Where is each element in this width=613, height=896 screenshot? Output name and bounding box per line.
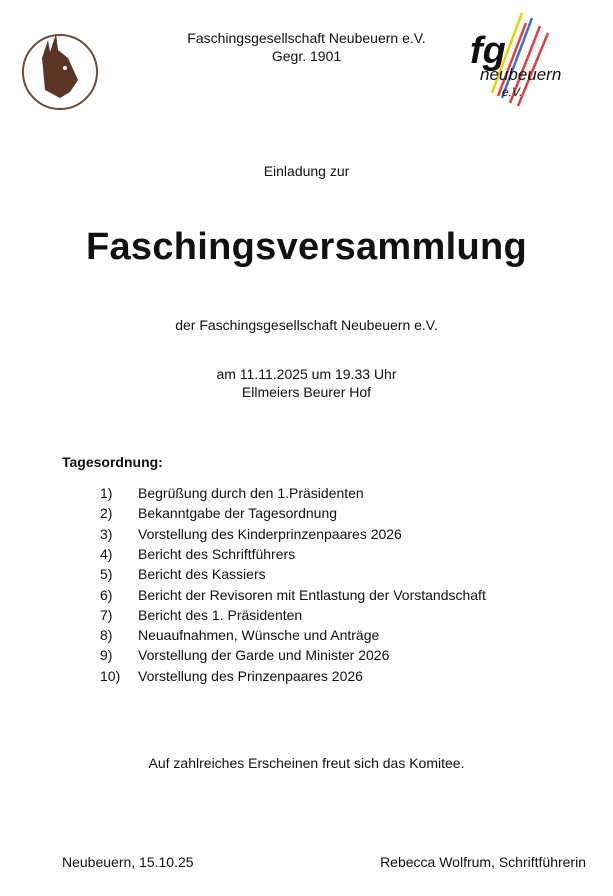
page-title: Faschingsversammlung <box>85 226 528 268</box>
svg-text:e.V.: e.V. <box>502 85 523 99</box>
agenda-item-text: Vorstellung des Kinderprinzenpaares 2026 <box>138 525 402 542</box>
agenda-item-number: 5) <box>100 566 113 583</box>
agenda-item <box>100 627 379 643</box>
agenda-item-text: Bekanntgabe der Tagesordnung <box>138 505 338 522</box>
agenda-item <box>100 505 337 521</box>
agenda-item <box>100 647 389 663</box>
agenda-item <box>100 668 363 684</box>
agenda-item-text: Bericht des Schriftführers <box>138 545 296 562</box>
agenda-item-text: Begrüßung durch den 1.Präsidenten <box>138 485 364 501</box>
agenda-heading: Tagesordnung: <box>62 454 163 470</box>
date-time: am 11.11.2025 um 19.33 Uhr <box>216 366 397 382</box>
agenda-item-text: Bericht des 1. Präsidenten <box>138 606 303 623</box>
host-text: der Faschingsgesellschaft Neubeuern e.V. <box>175 317 438 333</box>
agenda-item-number: 4) <box>100 545 113 562</box>
agenda-item <box>100 485 364 501</box>
invitation-text: Einladung zur <box>263 163 350 179</box>
agenda-item-number: 2) <box>100 505 113 522</box>
org-name: Faschingsgesellschaft Neubeuern e.V. <box>187 30 426 46</box>
agenda-item-number: 10) <box>100 667 121 684</box>
agenda-item-text: Bericht der Revisoren mit Entlastung der Vorstandschaft <box>138 586 486 603</box>
signature: Rebecca Wolfrum, Schriftführerin <box>380 854 586 870</box>
agenda-item <box>100 526 402 542</box>
svg-text:neubeuern: neubeuern <box>480 65 562 84</box>
agenda-item-text: Vorstellung des Prinzenpaares 2026 <box>138 667 363 684</box>
agenda-item-text: Neuaufnahmen, Wünsche und Anträge <box>138 627 380 644</box>
agenda-item-number: 8) <box>100 627 113 644</box>
agenda-item <box>100 607 302 623</box>
agenda-item-text: Vorstellung der Garde und Minister 2026 <box>138 647 390 664</box>
agenda-item <box>100 566 266 582</box>
agenda-item-number: 7) <box>100 606 113 623</box>
founded: Gegr. 1901 <box>271 48 342 64</box>
agenda-item-text: Bericht des Kassiers <box>138 566 266 583</box>
place-date: Neubeuern, 15.10.25 <box>62 854 194 870</box>
svg-text:fg: fg <box>470 30 506 72</box>
agenda-item <box>100 546 295 562</box>
closing-text: Auf zahlreiches Erscheinen freut sich das Komitee. <box>148 755 465 771</box>
agenda-item-number: 9) <box>100 647 113 664</box>
agenda-item <box>100 587 486 603</box>
agenda-item-number: 1) <box>100 485 113 501</box>
agenda-item-number: 3) <box>100 525 113 542</box>
location: Ellmeiers Beurer Hof <box>241 384 372 400</box>
agenda-item-number: 6) <box>100 586 113 603</box>
